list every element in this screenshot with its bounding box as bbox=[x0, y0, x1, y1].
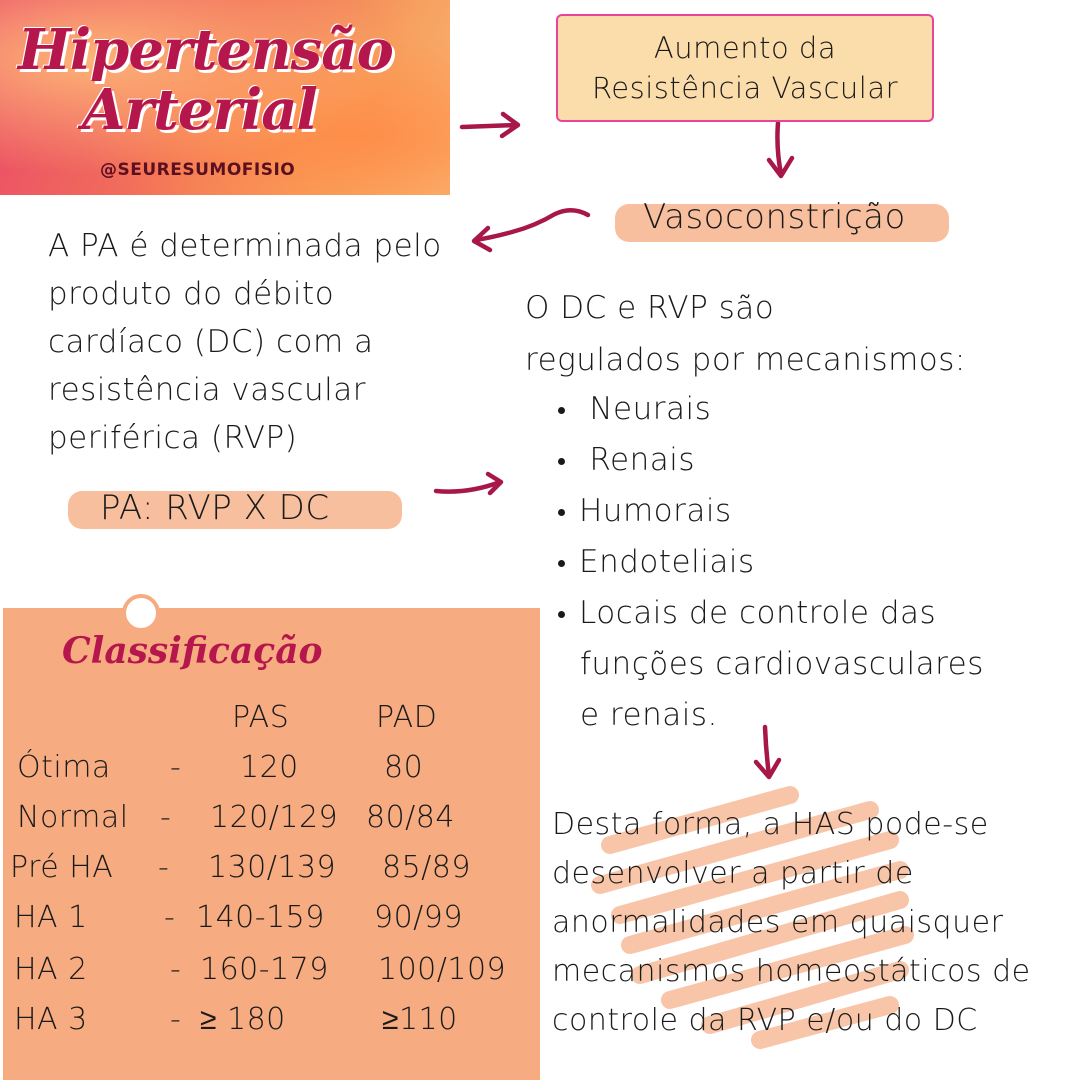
conclusion-line: controle da RVP e/ou do DC bbox=[552, 1003, 978, 1038]
row-dash: - bbox=[170, 952, 182, 987]
list-item bbox=[558, 588, 984, 639]
vasoconstriction-label: Vasoconstrição bbox=[643, 197, 906, 237]
row-label: Pré HA bbox=[10, 850, 114, 885]
bullet-icon bbox=[558, 407, 565, 414]
row-dash: - bbox=[170, 750, 182, 785]
conclusion-line: anormalidades em quaisquer bbox=[552, 905, 1004, 940]
bullet-icon bbox=[558, 509, 565, 516]
row-dash: - bbox=[158, 850, 170, 885]
row-dash: - bbox=[160, 800, 172, 835]
bullet-icon bbox=[558, 560, 565, 567]
conclusion-text bbox=[552, 800, 1031, 1045]
list-item bbox=[558, 537, 984, 588]
row-pad: 80/84 bbox=[366, 800, 455, 835]
row-label: HA 2 bbox=[14, 952, 88, 987]
row-pad: 100/109 bbox=[378, 952, 507, 987]
resistance-box bbox=[556, 14, 934, 122]
list-item-label: Renais bbox=[589, 442, 695, 478]
arrow-down-icon bbox=[769, 123, 792, 176]
list-item-label: Locais de controle das bbox=[579, 595, 937, 631]
list-item-label: Humorais bbox=[579, 493, 732, 529]
social-handle: @SEURESUMOFISIO bbox=[100, 160, 296, 180]
header-pas: PAS bbox=[232, 700, 290, 735]
bullet-icon bbox=[558, 458, 565, 465]
row-pad: 80 bbox=[384, 750, 424, 785]
list-continuation: funções cardiovasculares bbox=[580, 646, 984, 682]
row-label: HA 1 bbox=[14, 900, 88, 935]
list-continuation: e renais. bbox=[580, 697, 718, 733]
row-label: Normal bbox=[17, 800, 129, 835]
resistance-line-2: Resistência Vascular bbox=[591, 71, 899, 105]
conclusion-line: Desta forma, a HAS pode-se bbox=[552, 807, 989, 842]
row-label: HA 3 bbox=[14, 1002, 88, 1037]
header-pad: PAD bbox=[376, 700, 438, 735]
row-pas: ≥ 180 bbox=[200, 1002, 286, 1037]
row-pad: 85/89 bbox=[382, 850, 471, 885]
list-item bbox=[558, 486, 984, 537]
row-pad: 90/99 bbox=[374, 900, 463, 935]
bullet-icon bbox=[558, 611, 565, 618]
list-item bbox=[558, 435, 984, 486]
list-item bbox=[558, 384, 984, 435]
title-line-2: Arterial bbox=[82, 77, 317, 143]
regulation-list bbox=[558, 384, 984, 741]
pa-line: A PA é determinada pelo bbox=[48, 228, 442, 264]
list-item-label: Endoteliais bbox=[579, 544, 755, 580]
row-pas: 130/139 bbox=[208, 850, 337, 885]
regulation-intro-line: O DC e RVP são bbox=[525, 290, 775, 326]
list-item-label: Neurais bbox=[589, 391, 712, 427]
row-dash: - bbox=[164, 900, 176, 935]
row-dash: - bbox=[170, 1002, 182, 1037]
regulation-intro-line: regulados por mecanismos: bbox=[525, 342, 966, 378]
formula-label: PA: RVP X DC bbox=[100, 488, 330, 528]
pa-line: produto do débito bbox=[48, 276, 335, 312]
conclusion-line: mecanismos homeostáticos de bbox=[552, 954, 1031, 989]
resistance-line-1: Aumento da bbox=[653, 31, 837, 65]
classification-title: Classificação bbox=[62, 630, 323, 672]
regulation-intro bbox=[525, 282, 966, 386]
row-pas: 160-179 bbox=[200, 952, 329, 987]
pa-line: periférica (RVP) bbox=[48, 420, 298, 456]
pa-line: resistência vascular bbox=[48, 372, 366, 408]
pa-line: cardíaco (DC) com a bbox=[48, 324, 374, 360]
title-line-1: Hipertensão bbox=[18, 17, 393, 83]
row-pas: 120/129 bbox=[210, 800, 339, 835]
conclusion-line: desenvolver a partir de bbox=[552, 856, 914, 891]
row-pad: ≥110 bbox=[382, 1002, 458, 1037]
row-pas: 120 bbox=[240, 750, 299, 785]
row-pas: 140-159 bbox=[196, 900, 325, 935]
row-label: Ótima bbox=[17, 750, 111, 785]
